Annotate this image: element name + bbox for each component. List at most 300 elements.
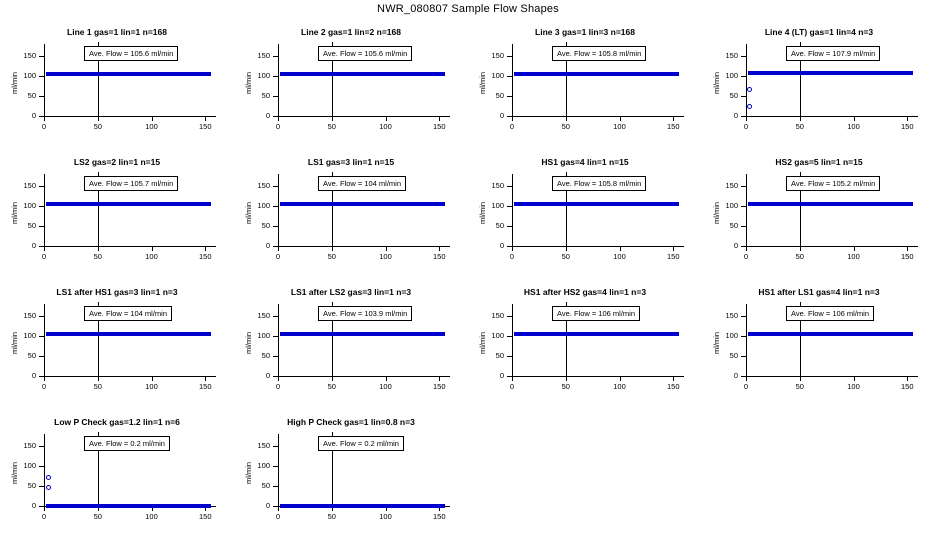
y-axis-tick <box>273 356 278 357</box>
y-axis-tick-label: 150 <box>491 51 504 60</box>
flow-data-series <box>46 202 210 206</box>
x-axis-tick-label: 0 <box>41 252 47 261</box>
y-axis-tick-label: 50 <box>495 351 504 360</box>
y-axis-label: ml/min <box>712 201 721 224</box>
y-axis-tick-label: 100 <box>23 71 36 80</box>
x-axis-tick <box>673 116 674 121</box>
x-axis-tick-label: 50 <box>327 512 336 521</box>
flow-data-series <box>514 72 678 76</box>
y-axis-tick <box>741 76 746 77</box>
y-axis-tick <box>507 76 512 77</box>
x-axis-tick-label: 100 <box>379 382 392 391</box>
chart-panel <box>468 280 702 410</box>
y-axis-tick <box>507 316 512 317</box>
y-axis-line <box>512 304 513 376</box>
y-axis-line <box>44 304 45 376</box>
y-axis-tick-label: 0 <box>499 371 504 380</box>
y-axis-tick <box>39 206 44 207</box>
x-axis-tick <box>566 376 567 381</box>
x-axis-line <box>512 116 684 117</box>
y-axis-tick-label: 50 <box>27 221 36 230</box>
x-axis-tick <box>205 376 206 381</box>
x-axis-tick <box>800 376 801 381</box>
y-axis-line <box>746 304 747 376</box>
y-axis-tick <box>741 96 746 97</box>
y-axis-tick <box>507 226 512 227</box>
x-axis-tick-label: 0 <box>743 122 749 131</box>
y-axis-tick-label: 100 <box>23 201 36 210</box>
y-axis-tick-label: 100 <box>491 71 504 80</box>
panel-title: HS1 after LS1 gas=4 lin=1 n=3 <box>758 287 880 297</box>
x-axis-tick <box>98 246 99 251</box>
x-axis-tick-label: 50 <box>93 512 102 521</box>
y-axis-tick <box>273 446 278 447</box>
y-axis-tick-label: 50 <box>729 221 738 230</box>
x-axis-tick-label: 50 <box>795 382 804 391</box>
x-axis-tick <box>332 246 333 251</box>
x-axis-tick-label: 150 <box>900 252 914 261</box>
flow-data-series <box>748 202 912 206</box>
flow-data-series <box>280 332 444 336</box>
chart-panel <box>468 20 702 150</box>
y-axis-label: ml/min <box>244 331 253 354</box>
x-axis-tick <box>332 116 333 121</box>
x-axis-tick-label: 0 <box>275 122 281 131</box>
x-axis-tick-label: 50 <box>327 382 336 391</box>
x-axis-tick <box>386 116 387 121</box>
y-axis-label: ml/min <box>10 331 19 354</box>
x-axis-tick-label: 0 <box>275 382 281 391</box>
y-axis-tick-label: 100 <box>491 201 504 210</box>
y-axis-tick <box>273 186 278 187</box>
x-axis-tick-label: 0 <box>275 512 281 521</box>
y-axis-label: ml/min <box>478 331 487 354</box>
panel-title: Line 4 (LT) gas=1 lin=4 n=3 <box>764 27 874 37</box>
x-axis-tick <box>512 376 513 381</box>
flow-data-series <box>280 504 444 508</box>
y-axis-tick-label: 0 <box>499 111 504 120</box>
panel-title: HS1 gas=4 lin=1 n=15 <box>541 157 629 167</box>
x-axis-tick <box>854 246 855 251</box>
flow-data-series <box>46 504 210 508</box>
y-axis-tick-label: 0 <box>31 501 36 510</box>
y-axis-label: ml/min <box>712 331 721 354</box>
y-axis-line <box>44 434 45 506</box>
y-axis-tick-label: 0 <box>31 111 36 120</box>
y-axis-tick-label: 50 <box>729 91 738 100</box>
x-axis-tick <box>800 246 801 251</box>
y-axis-tick <box>741 336 746 337</box>
chart-panel <box>234 280 468 410</box>
outlier-point <box>46 475 51 480</box>
y-axis-tick-label: 100 <box>23 461 36 470</box>
y-axis-tick-label: 100 <box>491 331 504 340</box>
x-axis-tick-label: 50 <box>327 252 336 261</box>
flow-data-series <box>280 202 444 206</box>
y-axis-tick <box>39 96 44 97</box>
y-axis-label: ml/min <box>10 201 19 224</box>
x-axis-line <box>278 376 450 377</box>
x-axis-line <box>512 376 684 377</box>
x-axis-line <box>512 246 684 247</box>
y-axis-tick-label: 150 <box>23 181 36 190</box>
x-axis-tick-label: 150 <box>432 382 446 391</box>
y-axis-tick-label: 0 <box>265 241 270 250</box>
x-axis-tick-label: 0 <box>509 382 515 391</box>
x-axis-tick <box>854 376 855 381</box>
average-flow-annotation: Ave. Flow = 104 ml/min <box>84 306 172 321</box>
chart-panel <box>468 150 702 280</box>
y-axis-tick-label: 50 <box>261 351 270 360</box>
y-axis-tick <box>39 446 44 447</box>
x-axis-tick-label: 50 <box>93 122 102 131</box>
y-axis-line <box>512 44 513 116</box>
x-axis-tick <box>800 116 801 121</box>
y-axis-tick <box>741 206 746 207</box>
y-axis-tick <box>39 336 44 337</box>
x-axis-tick <box>44 376 45 381</box>
chart-panel <box>0 150 234 280</box>
x-axis-tick <box>278 376 279 381</box>
x-axis-tick <box>620 376 621 381</box>
flow-data-series <box>46 332 210 336</box>
outlier-point <box>747 87 752 92</box>
y-axis-tick-label: 50 <box>261 221 270 230</box>
x-axis-tick <box>439 376 440 381</box>
y-axis-tick-label: 100 <box>23 331 36 340</box>
chart-panel <box>0 20 234 150</box>
y-axis-tick-label: 100 <box>725 71 738 80</box>
x-axis-tick <box>152 116 153 121</box>
average-flow-annotation: Ave. Flow = 106 ml/min <box>552 306 640 321</box>
y-axis-tick-label: 150 <box>23 51 36 60</box>
x-axis-line <box>44 376 216 377</box>
x-axis-tick-label: 0 <box>41 122 47 131</box>
y-axis-tick-label: 150 <box>257 181 270 190</box>
y-axis-tick <box>39 56 44 57</box>
x-axis-tick <box>98 116 99 121</box>
x-axis-tick <box>205 116 206 121</box>
average-flow-annotation: Ave. Flow = 105.7 ml/min <box>84 176 178 191</box>
y-axis-tick-label: 0 <box>733 241 738 250</box>
x-axis-tick <box>907 376 908 381</box>
y-axis-tick <box>273 316 278 317</box>
panel-title: LS1 after LS2 gas=3 lin=1 n=3 <box>290 287 412 297</box>
x-axis-tick-label: 150 <box>432 122 446 131</box>
x-axis-tick <box>512 116 513 121</box>
figure-title: NWR_080807 Sample Flow Shapes <box>377 3 559 15</box>
x-axis-tick <box>332 376 333 381</box>
x-axis-tick-label: 150 <box>900 122 914 131</box>
y-axis-tick <box>273 76 278 77</box>
y-axis-line <box>278 44 279 116</box>
x-axis-tick-label: 0 <box>41 382 47 391</box>
y-axis-tick-label: 100 <box>257 71 270 80</box>
y-axis-tick-label: 50 <box>27 351 36 360</box>
x-axis-tick <box>278 246 279 251</box>
flow-data-series <box>514 332 678 336</box>
x-axis-tick <box>854 116 855 121</box>
panel-title: High P Check gas=1 lin=0.8 n=3 <box>287 417 415 427</box>
y-axis-tick-label: 0 <box>733 371 738 380</box>
x-axis-tick <box>278 116 279 121</box>
y-axis-tick-label: 100 <box>257 201 270 210</box>
y-axis-tick <box>39 486 44 487</box>
x-axis-tick-label: 0 <box>743 382 749 391</box>
y-axis-tick-label: 50 <box>27 91 36 100</box>
y-axis-tick-label: 150 <box>491 311 504 320</box>
y-axis-line <box>512 174 513 246</box>
chart-panel <box>702 20 936 150</box>
y-axis-tick <box>741 356 746 357</box>
x-axis-tick <box>386 246 387 251</box>
y-axis-tick-label: 0 <box>31 241 36 250</box>
y-axis-tick-label: 100 <box>257 461 270 470</box>
flow-data-series <box>748 71 912 75</box>
chart-panel <box>0 280 234 410</box>
average-flow-annotation: Ave. Flow = 107.9 ml/min <box>786 46 880 61</box>
y-axis-tick-label: 0 <box>733 111 738 120</box>
y-axis-line <box>44 44 45 116</box>
x-axis-line <box>278 116 450 117</box>
flow-data-series <box>280 72 444 76</box>
x-axis-tick <box>278 506 279 511</box>
panel-grid <box>0 20 936 540</box>
x-axis-tick-label: 150 <box>666 252 680 261</box>
chart-panel <box>0 410 234 540</box>
chart-panel <box>702 280 936 410</box>
y-axis-tick <box>273 336 278 337</box>
y-axis-tick-label: 100 <box>257 331 270 340</box>
x-axis-tick-label: 50 <box>795 252 804 261</box>
flow-data-series <box>514 202 678 206</box>
x-axis-tick <box>673 246 674 251</box>
x-axis-tick <box>566 246 567 251</box>
chart-panel <box>234 150 468 280</box>
x-axis-tick <box>386 376 387 381</box>
x-axis-tick-label: 50 <box>93 252 102 261</box>
y-axis-tick <box>741 316 746 317</box>
x-axis-tick <box>673 376 674 381</box>
x-axis-tick-label: 150 <box>198 252 212 261</box>
y-axis-tick-label: 150 <box>23 311 36 320</box>
x-axis-tick-label: 100 <box>145 512 158 521</box>
x-axis-tick <box>44 116 45 121</box>
y-axis-line <box>44 174 45 246</box>
x-axis-tick <box>566 116 567 121</box>
y-axis-line <box>278 434 279 506</box>
chart-panel <box>702 150 936 280</box>
y-axis-tick-label: 0 <box>31 371 36 380</box>
panel-title: HS2 gas=5 lin=1 n=15 <box>775 157 863 167</box>
panel-title: HS1 after HS2 gas=4 lin=1 n=3 <box>523 287 647 297</box>
x-axis-tick-label: 100 <box>145 252 158 261</box>
y-axis-tick <box>741 226 746 227</box>
average-flow-annotation: Ave. Flow = 105.8 ml/min <box>552 46 646 61</box>
average-flow-annotation: Ave. Flow = 105.6 ml/min <box>318 46 412 61</box>
y-axis-tick-label: 50 <box>261 91 270 100</box>
x-axis-tick <box>152 376 153 381</box>
x-axis-tick-label: 100 <box>847 252 860 261</box>
x-axis-tick-label: 100 <box>613 252 626 261</box>
x-axis-tick-label: 50 <box>561 382 570 391</box>
outlier-point <box>46 485 51 490</box>
x-axis-tick-label: 100 <box>613 122 626 131</box>
x-axis-tick-label: 150 <box>198 512 212 521</box>
x-axis-tick-label: 0 <box>509 122 515 131</box>
y-axis-tick-label: 150 <box>725 181 738 190</box>
x-axis-tick-label: 50 <box>561 252 570 261</box>
y-axis-tick-label: 0 <box>265 371 270 380</box>
x-axis-tick <box>44 246 45 251</box>
average-flow-annotation: Ave. Flow = 104 ml/min <box>318 176 406 191</box>
y-axis-tick <box>507 356 512 357</box>
y-axis-tick-label: 150 <box>257 311 270 320</box>
x-axis-tick-label: 100 <box>145 382 158 391</box>
y-axis-label: ml/min <box>478 71 487 94</box>
y-axis-tick <box>39 76 44 77</box>
panel-title: LS1 gas=3 lin=1 n=15 <box>307 157 395 167</box>
x-axis-tick-label: 0 <box>275 252 281 261</box>
average-flow-annotation: Ave. Flow = 105.2 ml/min <box>786 176 880 191</box>
y-axis-tick <box>507 206 512 207</box>
average-flow-annotation: Ave. Flow = 0.2 ml/min <box>318 436 404 451</box>
y-axis-tick <box>273 486 278 487</box>
x-axis-tick-label: 50 <box>561 122 570 131</box>
y-axis-tick <box>39 316 44 317</box>
x-axis-tick <box>907 116 908 121</box>
x-axis-tick-label: 150 <box>432 512 446 521</box>
chart-panel <box>234 410 468 540</box>
x-axis-line <box>746 376 918 377</box>
x-axis-tick <box>907 246 908 251</box>
x-axis-tick-label: 100 <box>379 252 392 261</box>
x-axis-tick-label: 0 <box>743 252 749 261</box>
y-axis-line <box>278 174 279 246</box>
y-axis-tick-label: 50 <box>27 481 36 490</box>
y-axis-tick-label: 0 <box>499 241 504 250</box>
x-axis-tick-label: 100 <box>847 382 860 391</box>
x-axis-tick-label: 150 <box>666 382 680 391</box>
x-axis-line <box>44 116 216 117</box>
x-axis-tick <box>44 506 45 511</box>
y-axis-label: ml/min <box>244 71 253 94</box>
x-axis-tick-label: 50 <box>327 122 336 131</box>
x-axis-tick <box>439 116 440 121</box>
x-axis-tick-label: 50 <box>93 382 102 391</box>
x-axis-line <box>278 246 450 247</box>
y-axis-tick <box>273 466 278 467</box>
y-axis-tick <box>273 206 278 207</box>
y-axis-tick-label: 0 <box>265 111 270 120</box>
y-axis-tick <box>741 56 746 57</box>
x-axis-tick-label: 100 <box>613 382 626 391</box>
y-axis-tick <box>39 356 44 357</box>
y-axis-tick-label: 0 <box>265 501 270 510</box>
y-axis-tick <box>273 226 278 227</box>
y-axis-tick-label: 150 <box>491 181 504 190</box>
y-axis-tick-label: 150 <box>257 51 270 60</box>
x-axis-tick-label: 100 <box>145 122 158 131</box>
x-axis-tick-label: 150 <box>198 122 212 131</box>
y-axis-label: ml/min <box>712 71 721 94</box>
flow-data-series <box>748 332 912 336</box>
y-axis-label: ml/min <box>10 461 19 484</box>
panel-title: Line 2 gas=1 lin=2 n=168 <box>301 27 401 37</box>
x-axis-tick <box>512 246 513 251</box>
x-axis-tick-label: 50 <box>795 122 804 131</box>
y-axis-tick <box>39 466 44 467</box>
x-axis-tick-label: 100 <box>379 122 392 131</box>
x-axis-tick <box>746 376 747 381</box>
y-axis-label: ml/min <box>10 71 19 94</box>
panel-title: LS2 gas=2 lin=1 n=15 <box>73 157 161 167</box>
y-axis-tick <box>507 56 512 57</box>
panel-title: LS1 after HS1 gas=3 lin=1 n=3 <box>56 287 178 297</box>
y-axis-tick-label: 150 <box>725 311 738 320</box>
y-axis-tick <box>39 186 44 187</box>
y-axis-tick <box>741 186 746 187</box>
x-axis-tick <box>98 376 99 381</box>
panel-title: Line 1 gas=1 lin=1 n=168 <box>67 27 167 37</box>
y-axis-tick-label: 100 <box>725 331 738 340</box>
y-axis-tick-label: 50 <box>495 221 504 230</box>
y-axis-tick <box>507 96 512 97</box>
x-axis-tick-label: 150 <box>432 252 446 261</box>
y-axis-tick <box>273 96 278 97</box>
y-axis-tick-label: 50 <box>729 351 738 360</box>
y-axis-line <box>746 174 747 246</box>
outlier-point <box>747 104 752 109</box>
x-axis-tick-label: 100 <box>379 512 392 521</box>
y-axis-line <box>278 304 279 376</box>
x-axis-line <box>746 116 918 117</box>
y-axis-label: ml/min <box>244 461 253 484</box>
x-axis-tick-label: 150 <box>198 382 212 391</box>
y-axis-label: ml/min <box>244 201 253 224</box>
x-axis-tick-label: 100 <box>847 122 860 131</box>
y-axis-tick-label: 50 <box>495 91 504 100</box>
y-axis-label: ml/min <box>478 201 487 224</box>
x-axis-tick <box>205 246 206 251</box>
y-axis-tick-label: 150 <box>257 441 270 450</box>
x-axis-tick <box>152 246 153 251</box>
x-axis-tick-label: 150 <box>666 122 680 131</box>
panel-title: Low P Check gas=1.2 lin=1 n=6 <box>54 417 180 427</box>
y-axis-tick <box>507 336 512 337</box>
x-axis-tick-label: 0 <box>509 252 515 261</box>
x-axis-tick-label: 0 <box>41 512 47 521</box>
average-flow-annotation: Ave. Flow = 103.9 ml/min <box>318 306 412 321</box>
average-flow-annotation: Ave. Flow = 105.8 ml/min <box>552 176 646 191</box>
average-flow-annotation: Ave. Flow = 0.2 ml/min <box>84 436 170 451</box>
x-axis-tick <box>439 246 440 251</box>
y-axis-tick-label: 150 <box>23 441 36 450</box>
x-axis-tick-label: 150 <box>900 382 914 391</box>
x-axis-line <box>44 246 216 247</box>
x-axis-tick <box>746 246 747 251</box>
panel-title: Line 3 gas=1 lin=3 n=168 <box>535 27 635 37</box>
x-axis-tick <box>620 246 621 251</box>
y-axis-tick-label: 150 <box>725 51 738 60</box>
y-axis-tick <box>39 226 44 227</box>
average-flow-annotation: Ave. Flow = 105.6 ml/min <box>84 46 178 61</box>
x-axis-line <box>746 246 918 247</box>
flow-data-series <box>46 72 210 76</box>
average-flow-annotation: Ave. Flow = 106 ml/min <box>786 306 874 321</box>
x-axis-tick <box>746 116 747 121</box>
y-axis-tick <box>507 186 512 187</box>
